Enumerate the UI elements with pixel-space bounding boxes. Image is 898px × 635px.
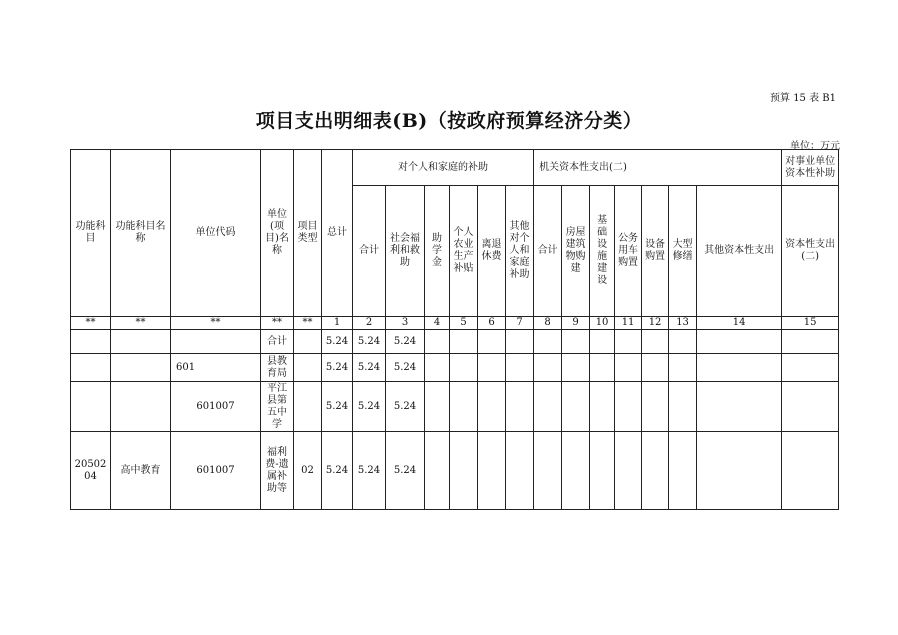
cell-dwdm: 601: [171, 354, 261, 382]
colnum: **: [111, 317, 171, 330]
table-row: [71, 354, 839, 382]
cell-hj1: 5.24: [353, 382, 386, 432]
cell-shfl: 5.24: [386, 432, 425, 510]
cell-shfl: 5.24: [386, 354, 425, 382]
header-xmlx: 项目类型: [294, 150, 322, 317]
cell-dwdm: [171, 330, 261, 354]
cell-dwmc: 县教育局: [261, 354, 294, 382]
cell-gnkmmc: [111, 382, 171, 432]
colnum: 12: [642, 317, 669, 330]
colnum: 10: [590, 317, 615, 330]
colnum: 4: [425, 317, 450, 330]
cell-gnkm: [71, 330, 111, 354]
header-shfl: 社会福利和救助: [386, 186, 425, 317]
table-row: [71, 432, 839, 510]
header-qtdgr: 其他对个人和家庭补助: [506, 186, 534, 317]
header-dwdm: 单位代码: [171, 150, 261, 317]
header-group-person: 对个人和家庭的补助: [353, 150, 534, 186]
cell-zj: 5.24: [322, 382, 353, 432]
column-number-row: [71, 317, 839, 330]
table-row: [71, 330, 839, 354]
header-gnkmmc: 功能科目名称: [111, 150, 171, 317]
header-sbgz: 设备购置: [642, 186, 669, 317]
cell-gnkm: [71, 354, 111, 382]
colnum: 9: [562, 317, 590, 330]
header-jcss: 基础设施建设: [590, 186, 615, 317]
cell-dwdm: 601007: [171, 382, 261, 432]
header-dxxs: 大型修缮: [669, 186, 697, 317]
colnum: 3: [386, 317, 425, 330]
header-group-capital: 机关资本性支出(二): [534, 150, 782, 186]
colnum: **: [171, 317, 261, 330]
colnum: 2: [353, 317, 386, 330]
cell-dwdm: 601007: [171, 432, 261, 510]
cell-gnkmmc: 高中教育: [111, 432, 171, 510]
header-gnkm: 功能科目: [71, 150, 111, 317]
colnum: **: [294, 317, 322, 330]
header-zj: 总计: [322, 150, 353, 317]
colnum: 13: [669, 317, 697, 330]
cell-shfl: 5.24: [386, 330, 425, 354]
colnum: 11: [615, 317, 642, 330]
header-qtzb: 其他资本性支出: [697, 186, 782, 317]
header-fwjz: 房屋建筑物购建: [562, 186, 590, 317]
table-row: [71, 382, 839, 432]
cell-gnkmmc: [111, 354, 171, 382]
header-hj2: 合计: [534, 186, 562, 317]
cell-zj: 5.24: [322, 330, 353, 354]
colnum: 15: [782, 317, 839, 330]
cell-shfl: 5.24: [386, 382, 425, 432]
colnum: 8: [534, 317, 562, 330]
cell-dwmc: 合计: [261, 330, 294, 354]
expense-table: [70, 149, 839, 510]
colnum: 14: [697, 317, 782, 330]
cell-xmlx: [294, 354, 322, 382]
colnum: 5: [450, 317, 478, 330]
header-hj1: 合计: [353, 186, 386, 317]
cell-zj: 5.24: [322, 354, 353, 382]
cell-zj: 5.24: [322, 432, 353, 510]
cell-hj1: 5.24: [353, 432, 386, 510]
cell-gnkm: [71, 382, 111, 432]
header-zbzc2: 资本性支出(二): [782, 186, 839, 317]
header-gyc: 公务用车购置: [615, 186, 642, 317]
colnum: 6: [478, 317, 506, 330]
cell-hj1: 5.24: [353, 354, 386, 382]
cell-gnkm: 2050204: [71, 432, 111, 510]
cell-dwmc: 平江县第五中学: [261, 382, 294, 432]
colnum: **: [71, 317, 111, 330]
header-grny: 个人农业生产补贴: [450, 186, 478, 317]
cell-xmlx: [294, 330, 322, 354]
colnum: **: [261, 317, 294, 330]
cell-hj1: 5.24: [353, 330, 386, 354]
cell-gnkmmc: [111, 330, 171, 354]
colnum: 7: [506, 317, 534, 330]
cell-xmlx: [294, 382, 322, 432]
cell-xmlx: 02: [294, 432, 322, 510]
page-title: 项目支出明细表(B)（按政府预算经济分类）: [255, 110, 643, 132]
colnum: 1: [322, 317, 353, 330]
unit-label: 单位：万元: [790, 141, 840, 152]
header-group-business: 对事业单位资本性补助: [782, 150, 839, 186]
header-ltx: 离退休费: [478, 186, 506, 317]
cell-dwmc: 福利费-遗属补助等: [261, 432, 294, 510]
table-code: 预算 15 表 B1: [770, 93, 836, 104]
header-zxj: 助学金: [425, 186, 450, 317]
header-dwmc: 单位(项目)名称: [261, 150, 294, 317]
